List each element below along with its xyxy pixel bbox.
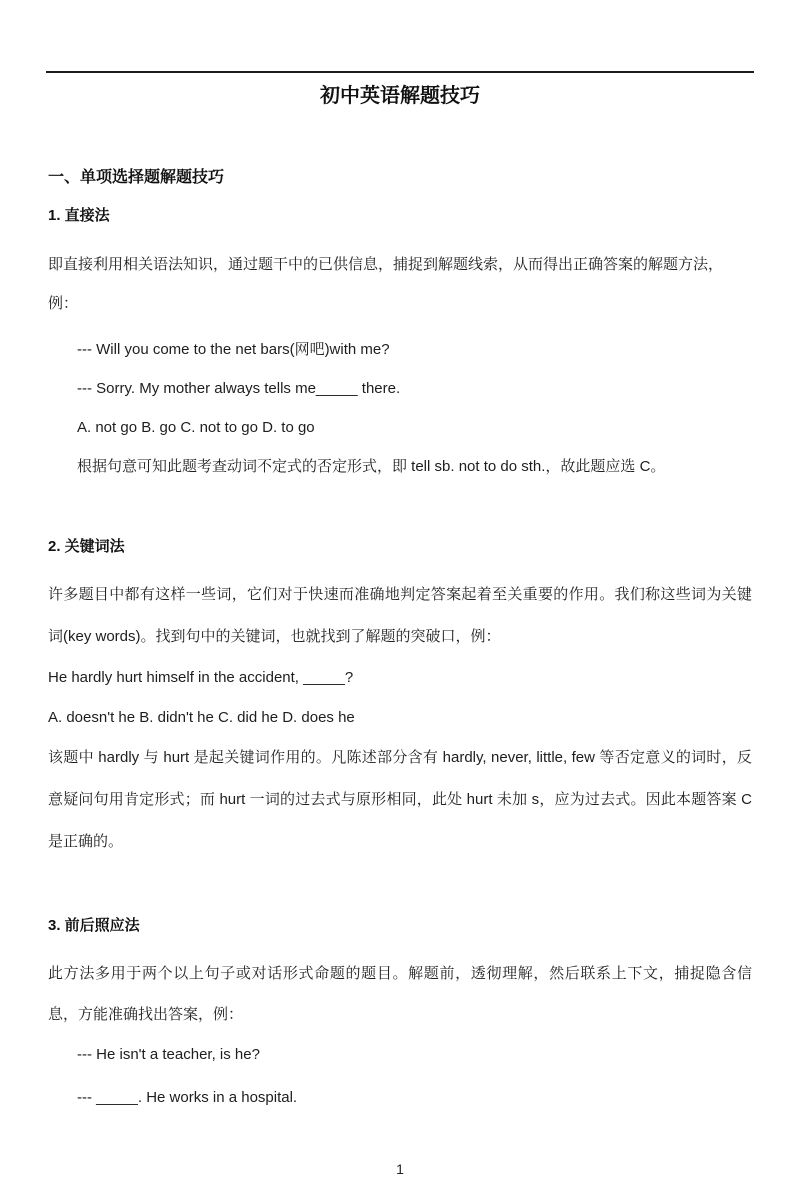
section-direct-method xyxy=(48,205,752,486)
example-line: He hardly hurt himself in the accident, _____? xyxy=(48,669,354,686)
explanation-line: 根据句意可知此题考查动词不定式的否定形式，即 tell sb. not to do sth.，故此题应选 C。 xyxy=(77,458,666,475)
page-number: 1 xyxy=(396,1161,404,1177)
options-line: A. not go B. go C. not to go D. to go xyxy=(77,419,315,436)
header-rule xyxy=(46,71,754,73)
example-line: --- Sorry. My mother always tells me_____ there. xyxy=(77,380,401,397)
options-line: A. doesn't he B. didn't he C. did he D. does he xyxy=(48,709,355,726)
section-2-explanation: 该题中 hardly 与 hurt 是起关键词作用的。凡陈述部分含有 hardly, never, little, few 等否定意义的词时，反意疑问句用肯定形式；而 hurt 一词的过去式与原形相同，此处 hurt 未加 s，应为过去式。因此本题答案 C 是正确的。 xyxy=(48,749,757,850)
main-section-heading: 一、单项选择题解题技巧 xyxy=(48,169,225,186)
example-line: --- He isn't a teacher, is he? xyxy=(77,1046,260,1063)
section-1-intro: 即直接利用相关语法知识，通过题干中的已供信息，捕捉到解题线索，从而得出正确答案的解题方法，例： xyxy=(48,256,724,312)
section-2-intro: 许多题目中都有这样一些词，它们对于快速而准确地判定答案起着至关重要的作用。我们称这些词为关键词(key words)。找到句中的关键词，也就找到了解题的突破口，例： xyxy=(48,586,752,645)
section-context-method xyxy=(48,915,752,1117)
section-3-heading: 3. 前后照应法 xyxy=(48,917,140,934)
document-content xyxy=(0,82,800,1179)
document-title: 初中英语解题技巧 xyxy=(320,85,480,107)
section-keyword-method xyxy=(48,536,757,863)
section-2-heading: 2. 关键词法 xyxy=(48,538,125,555)
example-line: --- Will you come to the net bars(网吧)with me? xyxy=(77,341,390,358)
section-3-intro: 此方法多用于两个以上句子或对话形式命题的题目。解题前，透彻理解，然后联系上下文，捕捉隐含信息，方能准确找出答案，例： xyxy=(48,965,752,1023)
example-line: --- _____. He works in a hospital. xyxy=(77,1089,298,1106)
section-1-heading: 1. 直接法 xyxy=(48,207,110,224)
document-page xyxy=(0,71,800,1202)
